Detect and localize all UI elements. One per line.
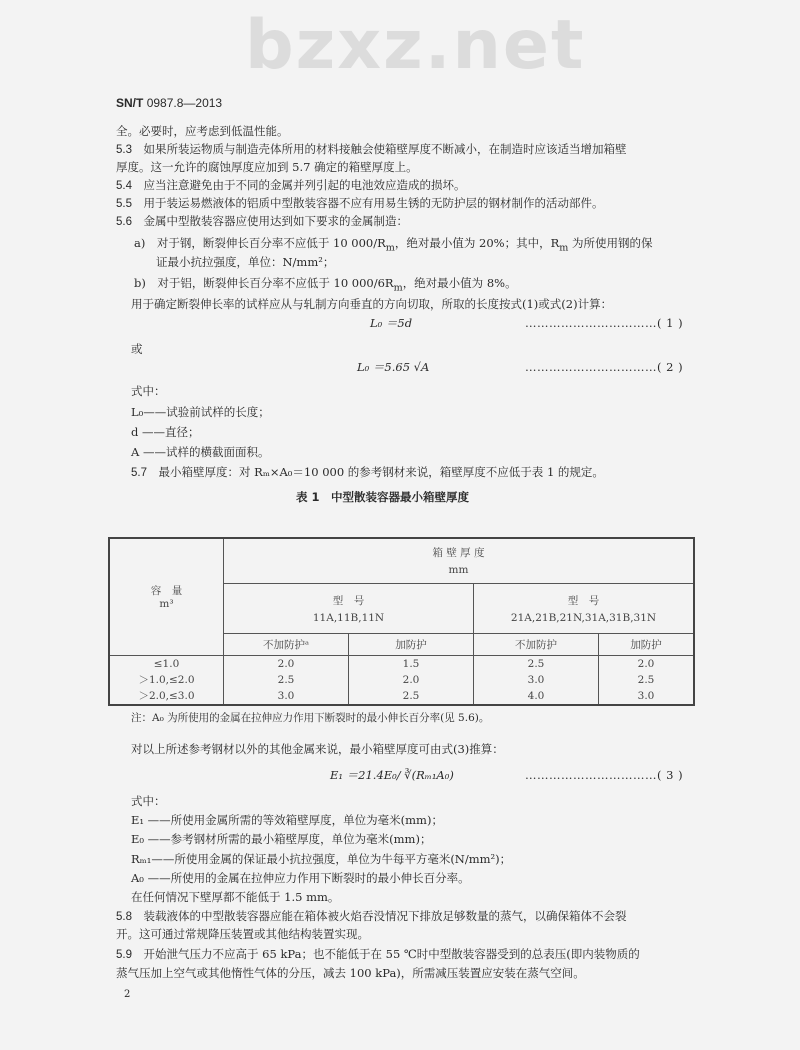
watermark: bzxz.net xyxy=(245,6,586,85)
clause-5-4 xyxy=(116,178,466,193)
clause-5-8 xyxy=(116,909,627,924)
definition-d: d ——直径； xyxy=(131,425,200,439)
definition-L0: L₀——试验前试样的长度； xyxy=(131,405,270,419)
model-group-2 xyxy=(474,583,695,633)
clause-5-3 xyxy=(116,142,627,157)
thickness-label: 箱 壁 厚 度 xyxy=(432,547,485,560)
table-cell: 4.0 xyxy=(474,688,599,705)
model-list: 21A,21B,21N,31A,31B,31N xyxy=(510,611,657,624)
standard-number-header xyxy=(116,96,222,110)
clause-text: 如果所装运物质与制造壳体所用的材料接触会使箱壁厚度不断减小，在制造时应该适当增加箱壁 xyxy=(143,142,627,156)
clause-number: 5.5 xyxy=(116,198,132,210)
paragraph-line: 在任何情况下壁厚都不能低于 1.5 mm。 xyxy=(131,890,340,904)
table-cell: 2.0 xyxy=(224,655,349,672)
item-text: 为所使用钢的保 xyxy=(568,236,653,250)
clause-number: 5.6 xyxy=(116,216,132,228)
clause-text: 装载液体的中型散装容器应能在箱体被火焰吞没情况下排放足够数量的蒸气，以确保箱体不会裂 xyxy=(143,909,627,923)
equation-2: L₀ ＝5.65 √A xyxy=(357,360,430,374)
table-row xyxy=(109,688,694,705)
table-cell: 2.0 xyxy=(599,655,695,672)
item-text: b) 对于铝，断裂伸长百分率不应低于 10 000/6R xyxy=(134,276,394,290)
table-cell: 3.0 xyxy=(474,672,599,688)
clause-number: 5.3 xyxy=(116,144,132,156)
equation-1-number: ……………………………( 1 ) xyxy=(525,316,684,330)
item-a: a) 对于钢，断裂伸长百分率不应低于 10 $000/R_m$，绝对最小值为 20%；其中，$R_m$ 为所使用钢的保 xyxy=(134,236,653,254)
clause-number: 5.4 xyxy=(116,180,132,192)
definition-E1: E₁ ——所使用金属所需的等效箱壁厚度，单位为毫米(mm)； xyxy=(131,813,443,827)
paragraph-line: 或 xyxy=(131,342,143,356)
table-cell: 2.0 xyxy=(349,672,474,688)
equation-2-number: ……………………………( 2 ) xyxy=(525,360,684,374)
clause-text: 开始泄气压力不应高于 65 kPa；也不能低于在 55 ℃时中型散装容器受到的总表压(即内装物质的 xyxy=(143,947,640,961)
definition-Rm1: Rₘ₁——所使用金属的保证最小抗拉强度，单位为牛每平方毫米(N/mm²)； xyxy=(131,852,512,866)
capacity-header xyxy=(109,538,224,655)
where-label: 式中： xyxy=(131,384,166,398)
paragraph-line: 全。必要时，应考虑到低温性能。 xyxy=(116,124,289,138)
equation-1: L₀ ＝5d xyxy=(370,316,413,330)
sub-header: 不加防护ᵃ xyxy=(224,633,349,655)
table-cell: ＞1.0,≤2.0 xyxy=(109,672,224,688)
table-cell: 3.0 xyxy=(224,688,349,705)
capacity-unit: m³ xyxy=(159,598,174,611)
clause-text: 用于装运易燃液体的铝质中型散装容器不应有用易生锈的无防护层的钢材制作的活动部件。 xyxy=(143,196,604,210)
table-cell: 3.0 xyxy=(599,688,695,705)
paragraph-line: 证最小抗拉强度，单位：N/mm²； xyxy=(156,255,335,269)
paragraph-line: 对以上所述参考钢材以外的其他金属来说，最小箱壁厚度可由式(3)推算： xyxy=(131,742,504,756)
clause-text: 最小箱壁厚度：对 Rₘ×A₀＝10 000 的参考钢材来说，箱壁厚度不应低于表 1 的规定。 xyxy=(158,465,604,479)
clause-number: 5.9 xyxy=(116,949,132,961)
sub-header: 不加防护 xyxy=(474,633,599,655)
definition-E0: E₀ ——参考钢材所需的最小箱壁厚度，单位为毫米(mm)； xyxy=(131,832,432,846)
table-title: 表 1 中型散装容器最小箱壁厚度 xyxy=(296,490,470,504)
table-cell: 2.5 xyxy=(349,688,474,705)
thickness-header xyxy=(224,538,695,583)
item-text: ，绝对最小值为 20%；其中，R xyxy=(394,236,560,250)
sub-header: 加防护 xyxy=(599,633,695,655)
clause-5-9 xyxy=(116,947,640,962)
table-cell: 1.5 xyxy=(349,655,474,672)
equation-3: E₁ ＝21.4E₀/ ∛(Rₘ₁A₀) xyxy=(330,768,454,782)
page-number: 2 xyxy=(124,989,131,1000)
capacity-label: 容 量 xyxy=(150,585,183,598)
definition-A: A ——试样的横截面面积。 xyxy=(131,445,270,459)
paragraph-line: 厚度。这一允许的腐蚀厚度应加到 5.7 确定的箱壁厚度上。 xyxy=(116,160,418,174)
table-cell: 2.5 xyxy=(599,672,695,688)
min-wall-thickness-table xyxy=(108,537,695,706)
paragraph-line: 用于确定断裂伸长率的试样应从与轧制方向垂直的方向切取，所取的长度按式(1)或式(2)计算： xyxy=(131,297,613,311)
clause-5-6 xyxy=(116,214,408,229)
table-cell: ＞2.0,≤3.0 xyxy=(109,688,224,705)
model-label: 型 号 xyxy=(332,594,365,607)
item-text: a) 对于钢，断裂伸长百分率不应低于 10 000/R xyxy=(134,236,386,250)
clause-5-5 xyxy=(116,196,604,211)
table-cell: 2.5 xyxy=(224,672,349,688)
paragraph-line: 蒸气压加上空气或其他惰性气体的分压，减去 100 kPa)，所需减压装置应安装在蒸气空间。 xyxy=(116,966,585,980)
clause-number: 5.7 xyxy=(131,467,147,479)
table-row xyxy=(109,672,694,688)
item-b: b) 对于铝，断裂伸长百分率不应低于 10 $000/6R_m$，绝对最小值为 8%。 xyxy=(134,276,517,294)
model-group-1 xyxy=(224,583,474,633)
model-label: 型 号 xyxy=(567,594,600,607)
table-note: 注：A₀ 为所使用的金属在拉伸应力作用下断裂时的最小伸长百分率(见 5.6)。 xyxy=(131,712,490,724)
item-text: ，绝对最小值为 8%。 xyxy=(402,276,517,290)
where-label: 式中： xyxy=(131,794,166,808)
clause-5-7 xyxy=(131,465,604,480)
std-number: 0987.8—2013 xyxy=(146,96,223,110)
table-row xyxy=(109,655,694,672)
clause-number: 5.8 xyxy=(116,911,132,923)
clause-text: 金属中型散装容器应使用达到如下要求的金属制造： xyxy=(143,214,408,228)
clause-text: 应当注意避免由于不同的金属并列引起的电池效应造成的损坏。 xyxy=(143,178,466,192)
table-cell: ≤1.0 xyxy=(109,655,224,672)
std-prefix: SN/T xyxy=(116,96,144,110)
definition-A0: A₀ ——所使用的金属在拉伸应力作用下断裂时的最小伸长百分率。 xyxy=(131,871,470,885)
table-cell: 2.5 xyxy=(474,655,599,672)
equation-3-number: ……………………………( 3 ) xyxy=(525,768,684,782)
sub-header: 加防护 xyxy=(349,633,474,655)
thickness-unit: mm xyxy=(448,564,469,577)
model-list: 11A,11B,11N xyxy=(312,611,385,624)
paragraph-line: 开。这可通过常规降压装置或其他结构装置实现。 xyxy=(116,927,369,941)
